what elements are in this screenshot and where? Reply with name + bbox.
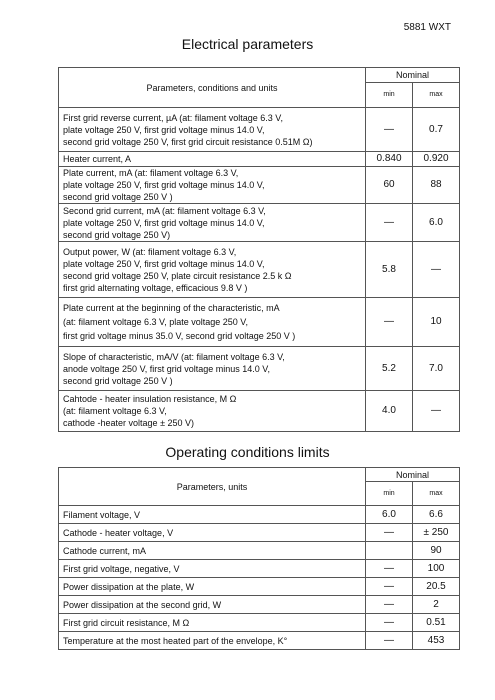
max-value: 453 <box>413 632 460 650</box>
param-cell: Plate current, mA (at: filament voltage 6.3 V, plate voltage 250 V, first grid voltage minus 14.0 V, second grid voltage 250 V ) <box>59 167 366 204</box>
max-value: 0.920 <box>413 152 460 167</box>
param-cell: Cathode current, mA <box>59 542 366 560</box>
min-value: — <box>366 204 413 242</box>
document-code: 5881 WXT <box>403 22 451 33</box>
max-value: 6.0 <box>413 204 460 242</box>
min-value: — <box>366 578 413 596</box>
min-value: — <box>366 614 413 632</box>
param-cell: Cathode - heater voltage, V <box>59 524 366 542</box>
min-value: 5.2 <box>366 347 413 391</box>
min-header: min <box>366 83 413 108</box>
param-cell: Temperature at the most heated part of the envelope, K° <box>59 632 366 650</box>
param-cell: Second grid current, mA (at: filament voltage 6.3 V, plate voltage 250 V, first grid voltage minus 14.0 V, second grid voltage 250 V) <box>59 204 366 242</box>
max-value: 90 <box>413 542 460 560</box>
max-value: 6.6 <box>413 506 460 524</box>
min-value: 0.840 <box>366 152 413 167</box>
nominal-header: Nominal <box>366 468 460 482</box>
max-value: ± 250 <box>413 524 460 542</box>
param-cell: Power dissipation at the plate, W <box>59 578 366 596</box>
param-cell: Cahtode - heater insulation resistance, M Ω (at: filament voltage 6.3 V, cathode -heater voltage ± 250 V) <box>59 391 366 432</box>
max-value: 7.0 <box>413 347 460 391</box>
min-value <box>366 542 413 560</box>
min-value: — <box>366 596 413 614</box>
min-value: 4.0 <box>366 391 413 432</box>
min-value: 5.8 <box>366 242 413 298</box>
min-value: — <box>366 524 413 542</box>
min-value: — <box>366 298 413 347</box>
min-value: 6.0 <box>366 506 413 524</box>
max-value: 100 <box>413 560 460 578</box>
electrical-parameters-title: Electrical parameters <box>181 36 314 52</box>
min-header: min <box>366 482 413 506</box>
max-value: 10 <box>413 298 460 347</box>
max-header: max <box>413 83 460 108</box>
param-cell: Output power, W (at: filament voltage 6.3 V, plate voltage 250 V, first grid voltage minus 14.0 V, second grid voltage 250 V, plate circuit resistance 2.5 k Ω first grid alternating voltage, efficacious 9.8 V ) <box>59 242 366 298</box>
operating-limits-table <box>58 467 460 650</box>
param-cell: Plate current at the beginning of the characteristic, mA (at: filament voltage 6.3 V, plate voltage 250 V, first grid voltage minus 35.0 V, second grid voltage 250 V ) <box>59 298 366 347</box>
max-value: — <box>413 242 460 298</box>
electrical-parameters-table <box>58 67 460 432</box>
max-value: — <box>413 391 460 432</box>
max-value: 2 <box>413 596 460 614</box>
min-value: — <box>366 560 413 578</box>
param-cell: Filament voltage, V <box>59 506 366 524</box>
param-cell: Heater current, A <box>59 152 366 167</box>
max-value: 0.7 <box>413 108 460 152</box>
param-cell: First grid circuit resistance, M Ω <box>59 614 366 632</box>
min-value: 60 <box>366 167 413 204</box>
max-value: 88 <box>413 167 460 204</box>
max-value: 0.51 <box>413 614 460 632</box>
param-cell: Slope of characteristic, mA/V (at: filament voltage 6.3 V, anode voltage 250 V, first grid voltage minus 14.0 V, second grid voltage 250 V ) <box>59 347 366 391</box>
param-header: Parameters, conditions and units <box>59 68 366 108</box>
min-value: — <box>366 632 413 650</box>
param-cell: Power dissipation at the second grid, W <box>59 596 366 614</box>
max-value: 20.5 <box>413 578 460 596</box>
param-cell: First grid reverse current, µA (at: filament voltage 6.3 V, plate voltage 250 V, first grid voltage minus 14.0 V, second grid voltage 250 V, first grid circuit resistance 0.51M Ω) <box>59 108 366 152</box>
operating-limits-title: Operating conditions limits <box>165 444 330 460</box>
max-header: max <box>413 482 460 506</box>
param-cell: First grid voltage, negative, V <box>59 560 366 578</box>
min-value: — <box>366 108 413 152</box>
nominal-header: Nominal <box>366 68 460 83</box>
param-header: Parameters, units <box>59 468 366 506</box>
